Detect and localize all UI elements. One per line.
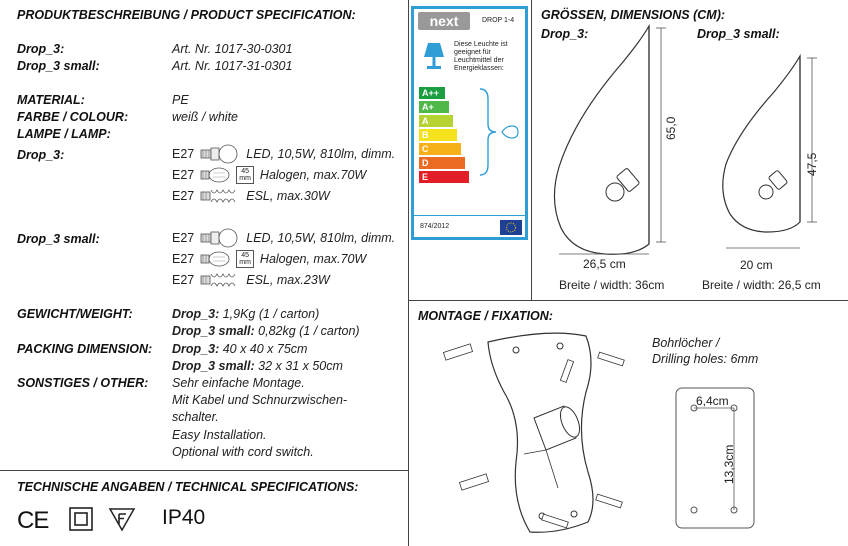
energy-bar-a: A [419,115,453,127]
energy-bar-b: B [419,129,457,141]
packing-line-value: 40 x 40 x 75cm [219,342,308,356]
lamp-label: LAMPE / LAMP: [17,127,111,141]
socket-label: E27 [172,252,195,266]
drop3-width: 26,5 cm [583,257,626,271]
weight-line-value: 1,9Kg (1 / carton) [219,307,320,321]
socket-label: E27 [172,189,195,203]
drop3-height: 65,0 [664,116,678,140]
template-height: 13,3cm [722,444,736,484]
halogen-bulb-icon [200,251,230,267]
lamp-row [172,272,330,288]
lamp-row [172,188,330,204]
lamp-row [172,250,366,268]
lamp-icon [423,41,445,71]
class-ii-insulation-icon [68,506,94,532]
drill-holes-line1: Bohrlöcher / [652,336,720,350]
halogen-bulb-icon [200,167,230,183]
energy-product-name: DROP 1-4 [482,17,515,24]
lamp-desc: ESL, max.30W [246,189,330,203]
tech-spec-header: TECHNISCHE ANGABEN / TECHNICAL SPECIFICATIONS: [17,480,359,494]
drop3small-width: 20 cm [740,258,773,272]
energy-label [411,6,528,240]
lamp-row [172,166,366,184]
brand-logo: next [418,12,470,30]
lamp-row [172,144,395,164]
weight-line [172,307,319,321]
packing-line [172,342,307,356]
article-label-drop3: Drop_3: [17,42,65,56]
drop3-lamp-label: Drop_3: [17,148,65,162]
divider-horizontal-left [0,470,408,471]
socket-label: E27 [172,273,195,287]
product-spec-header: PRODUKTBESCHREIBUNG / PRODUCT SPECIFICATION: [17,8,356,22]
led-bulb-icon [200,228,240,248]
socket-label: E27 [172,147,195,161]
divider-horizontal-right [408,300,848,301]
energy-footer: 874/2012 [420,223,450,230]
weight-line-name: Drop_3: [172,307,220,321]
other-line: Optional with cord switch. [172,445,314,459]
weight-line-name: Drop_3 small: [172,324,255,338]
divider-vertical-right [531,0,532,300]
drop3small-height: 47,5 [805,152,819,176]
other-label: SONSTIGES / OTHER: [17,376,149,390]
packing-label: PACKING DIMENSION: [17,342,153,356]
halogen-size-badge [236,250,254,268]
weight-label: GEWICHT/WEIGHT: [17,307,133,321]
montage-header: MONTAGE / FIXATION: [418,309,553,323]
esl-bulb-icon [200,272,240,288]
mounting-plate-drawing [438,322,658,542]
energy-text: Diese Leuchte ist geeignet für Leuchtmittel der Energieklassen: [454,41,508,72]
article-value-drop3small: Art. Nr. 1017-31-0301 [172,59,293,73]
ip-rating: IP40 [162,506,206,529]
badge-value: 45 [241,168,249,175]
badge-unit: mm [239,175,251,182]
energy-bar-c: C [419,143,461,155]
energy-bar-d: D [419,157,465,169]
brace-bulb-icon [476,87,526,177]
led-bulb-icon [200,144,240,164]
esl-bulb-icon [200,188,240,204]
lamp-desc: LED, 10,5W, 810lm, dimm. [246,231,396,245]
other-line: schalter. [172,410,219,424]
lamp-desc: ESL, max.23W [246,273,330,287]
lamp-row [172,228,395,248]
template-width: 6,4cm [696,394,729,408]
lamp-desc: LED, 10,5W, 810lm, dimm. [246,147,396,161]
drop3-breite: Breite / width: 36cm [559,278,665,292]
badge-value: 45 [241,252,249,259]
drill-holes-line2: Drilling holes: 6mm [652,352,759,366]
packing-line-name: Drop_3 small: [172,359,255,373]
colour-value: weiß / white [172,110,238,124]
badge-unit: mm [239,259,251,266]
f-mark-icon [108,506,136,532]
packing-line-name: Drop_3: [172,342,220,356]
other-line: Easy Installation. [172,428,267,442]
energy-bar-e: E [419,171,469,183]
material-label: MATERIAL: [17,93,85,107]
wall-plug-icon [443,344,488,490]
article-value-drop3: Art. Nr. 1017-30-0301 [172,42,293,56]
lamp-desc: Halogen, max.70W [259,252,367,266]
halogen-size-badge [236,166,254,184]
article-label-drop3small: Drop_3 small: [17,59,100,73]
drop3small-lamp-label: Drop_3 small: [17,232,100,246]
weight-line-value: 0,82kg (1 / carton) [254,324,360,338]
drop3-dim-title: Drop_3: [541,27,589,41]
energy-bar-app: A++ [419,87,445,99]
socket-label: E27 [172,231,195,245]
other-line: Sehr einfache Montage. [172,376,305,390]
eu-flag-icon [500,220,522,235]
socket-label: E27 [172,168,195,182]
other-line: Mit Kabel und Schnurzwischen- [172,393,348,407]
ce-mark: CE [17,507,49,534]
packing-line [172,359,343,373]
energy-bar-ap: A+ [419,101,449,113]
divider-vertical-left [408,0,409,546]
drop3small-breite: Breite / width: 26,5 cm [702,278,821,292]
packing-line-value: 32 x 31 x 50cm [254,359,343,373]
energy-footer-line [414,215,525,216]
colour-label: FARBE / COLOUR: [17,110,129,124]
weight-line [172,324,360,338]
material-value: PE [172,93,189,107]
dimensions-header: GRÖSSEN, DIMENSIONS (CM): [541,8,726,22]
lamp-desc: Halogen, max.70W [259,168,367,182]
drop3small-dim-title: Drop_3 small: [697,27,780,41]
